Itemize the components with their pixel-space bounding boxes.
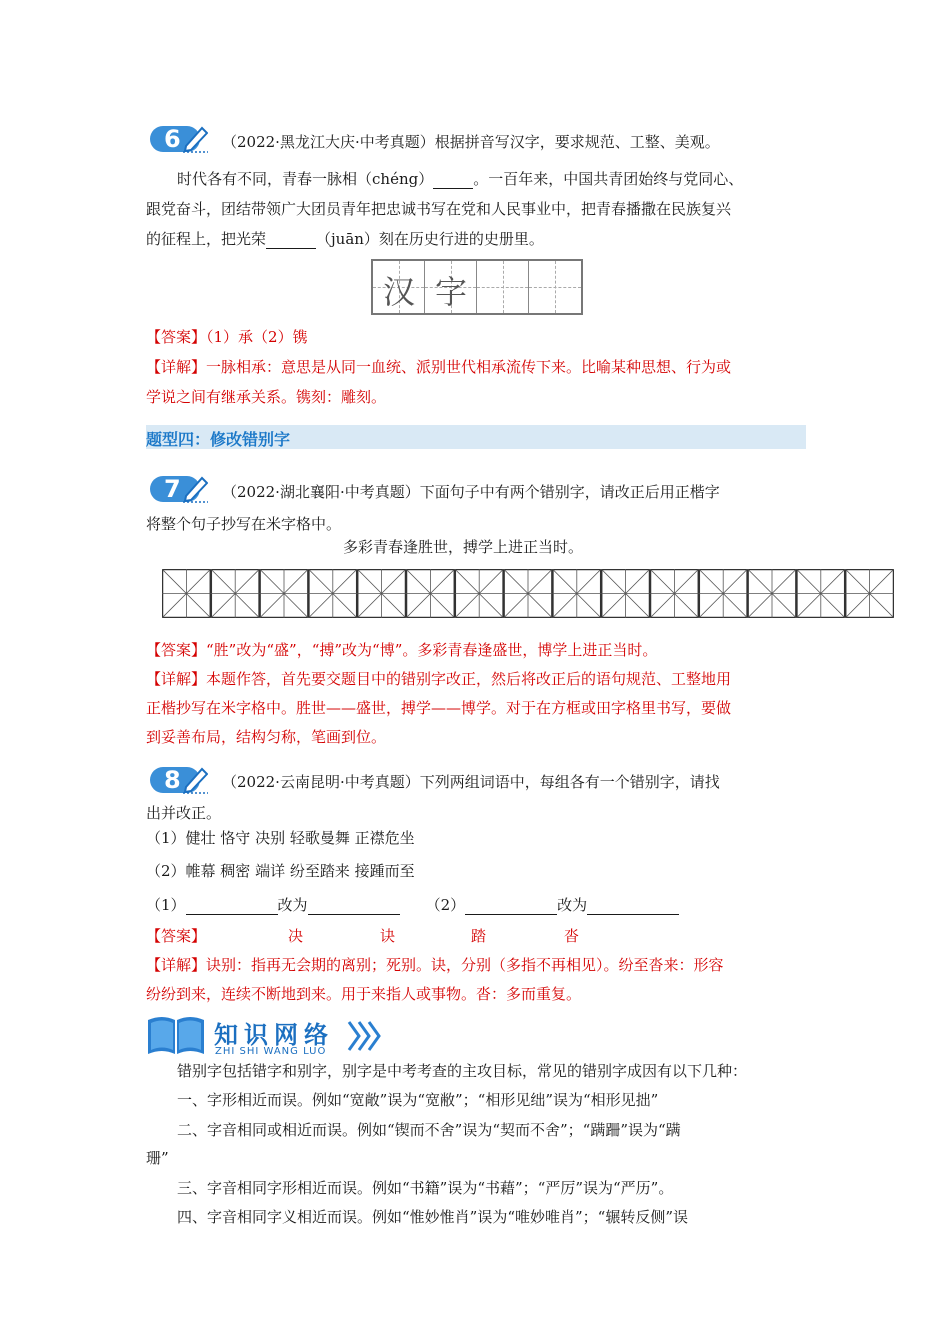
q7-answer [146,640,657,660]
mizi-cell[interactable] [796,569,845,618]
grid-char: 字 [434,273,467,311]
detail-label: 【详解】 [146,956,207,974]
knowledge-title: 知识网络 [214,1021,334,1049]
q6-detail-line2: 学说之间有继承关系。镌刻：雕刻。 [146,388,387,406]
answer-text: （1）承（2）镌 [206,328,308,346]
answer-blank[interactable] [266,248,316,249]
q6-text-part: （juān）刻在历史行进的史册里。 [316,230,544,248]
grid-cell [373,261,425,313]
q7-prompt-line2: 将整个句子抄写在米字格中。 [146,515,342,533]
question-badge-8 [150,765,208,795]
mizi-cell[interactable] [504,569,553,618]
q6-text-part: 的征程上，把光荣 [146,230,267,248]
section-title: 题型四：修改错别字 [146,430,291,449]
question-badge-6 [150,124,208,154]
q8-prompt-line2: 出并改正。 [146,804,222,822]
fill-mid-text: 改为 [557,896,588,914]
mizi-cell[interactable] [260,569,309,618]
mizi-cell[interactable] [406,569,455,618]
knowledge-item-4: 四、字音相同字义相近而误。例如“惟妙惟肖”误为“唯妙唯肖”；“辗转反侧”误 [177,1208,689,1226]
mizi-cell[interactable] [211,569,260,618]
knowledge-item-1: 一、字形相近而误。例如“宽敞”误为“宽敝”；“相形见绌”误为“相形见拙” [177,1091,659,1109]
q6-detail [146,357,731,377]
question-number: 6 [164,125,181,153]
q6-text-line3: 跟党奋斗，团结带领广大团员青年把忠诚书写在党和人民事业中，把青春播撒在民族复兴 [146,200,732,218]
q8-detail-line2: 纷纷到来，连续不断地到来。用于来指人或事物。沓：多而重复。 [146,985,582,1003]
fill-label: （2） [425,896,466,914]
q6-answer [146,327,308,347]
detail-text: 本题作答，首先要交题目中的错别字改正，然后将改正后的语句规范、工整地用 [206,670,732,688]
q8-answer-4: 沓 [564,927,580,945]
answer-blank[interactable] [308,914,400,915]
q7-sentence: 多彩青春逢胜世，搏学上进正当时。 [343,538,584,556]
answer-label: 【答案】 [146,641,207,659]
grid-cell [529,261,581,313]
answer-blank[interactable] [186,914,278,915]
mizi-cell[interactable] [455,569,504,618]
answer-blank[interactable] [465,914,557,915]
knowledge-intro: 错别字包括错字和别字，别字是中考考查的主攻目标，常见的错别字成因有以下几种： [177,1062,748,1080]
detail-text: 一脉相承：意思是从同一血统、派别世代相承流传下来。比喻某种思想、行为或 [206,358,732,376]
q8-detail [146,955,724,975]
fill-label: （1） [146,896,186,914]
section-header [146,425,806,449]
grid-cell [425,261,477,313]
mizi-cell[interactable] [845,569,894,618]
mizi-cell[interactable] [601,569,650,618]
knowledge-item-2: 二、字音相同或相近而误。例如“锲而不舍”误为“契而不舍”；“蹒跚”误为“蹒 [177,1121,681,1139]
q7-prompt: （2022·湖北襄阳·中考真题）下面句子中有两个错别字，请改正后用正楷字 [222,483,720,501]
answer-blank[interactable] [433,188,473,189]
q6-text-line2 [177,169,743,189]
q7-detail [146,669,731,689]
q6-prompt: （2022·黑龙江大庆·中考真题）根据拼音写汉字，要求规范、工整、美观。 [222,133,720,151]
knowledge-item-2-cont: 珊” [146,1149,169,1167]
answer-text: “胜”改为“盛”，“搏”改为“博”。多彩青春逢盛世，博学上进正当时。 [206,641,658,659]
q7-detail-line2: 正楷抄写在米字格中。胜世——盛世，搏学——博学。对于在方框或田字格里书写，要做 [146,699,732,717]
mizi-cell[interactable] [357,569,406,618]
q6-text-line4 [146,229,544,249]
q8-fill-line [146,895,679,915]
q8-group1: （1）健壮 恪守 决别 轻歌曼舞 正襟危坐 [146,829,415,847]
mizi-cell[interactable] [308,569,357,618]
q8-answer-2: 诀 [380,927,396,945]
fill-mid-text: 改为 [277,896,308,914]
q6-text-part: 时代各有不同，青春一脉相（chéng） [177,170,434,188]
q8-answer-label: 【答案】 [146,927,207,945]
q8-prompt: （2022·云南昆明·中考真题）下列两组词语中，每组各有一个错别字，请找 [222,773,720,791]
chevrons-right-icon [346,1018,382,1054]
q8-answer-3: 踏 [471,927,487,945]
detail-label: 【详解】 [146,358,207,376]
q8-group2: （2）帷幕 稠密 端详 纷至踏来 接踵而至 [146,862,415,880]
mizi-cell[interactable] [650,569,699,618]
open-book-icon [146,1014,206,1058]
detail-label: 【详解】 [146,670,207,688]
question-badge-7 [150,474,208,504]
q8-answer-1: 决 [288,927,304,945]
question-number: 7 [164,475,181,503]
mizi-cell[interactable] [162,569,211,618]
tian-grid [371,259,583,315]
answer-blank[interactable] [587,914,679,915]
detail-text: 诀别：指再无会期的离别；死别。诀，分别（多指不再相见）。纷至沓来：形容 [206,956,724,974]
question-number: 8 [164,766,181,794]
grid-char: 汉 [382,273,415,311]
knowledge-item-3: 三、字音相同字形相近而误。例如“书籍”误为“书藉”；“严厉”误为“严历”。 [177,1179,674,1197]
mizi-cell[interactable] [748,569,797,618]
q6-text-part: 。一百年来，中国共青团始终与党同心、 [473,170,744,188]
mizi-cell[interactable] [699,569,748,618]
q7-detail-line3: 到妥善布局，结构匀称，笔画到位。 [146,728,387,746]
mizi-grid [162,569,894,618]
grid-cell [477,261,529,313]
knowledge-subtitle: ZHI SHI WANG LUO [215,1046,327,1057]
answer-label: 【答案】 [146,328,207,346]
mizi-cell[interactable] [552,569,601,618]
